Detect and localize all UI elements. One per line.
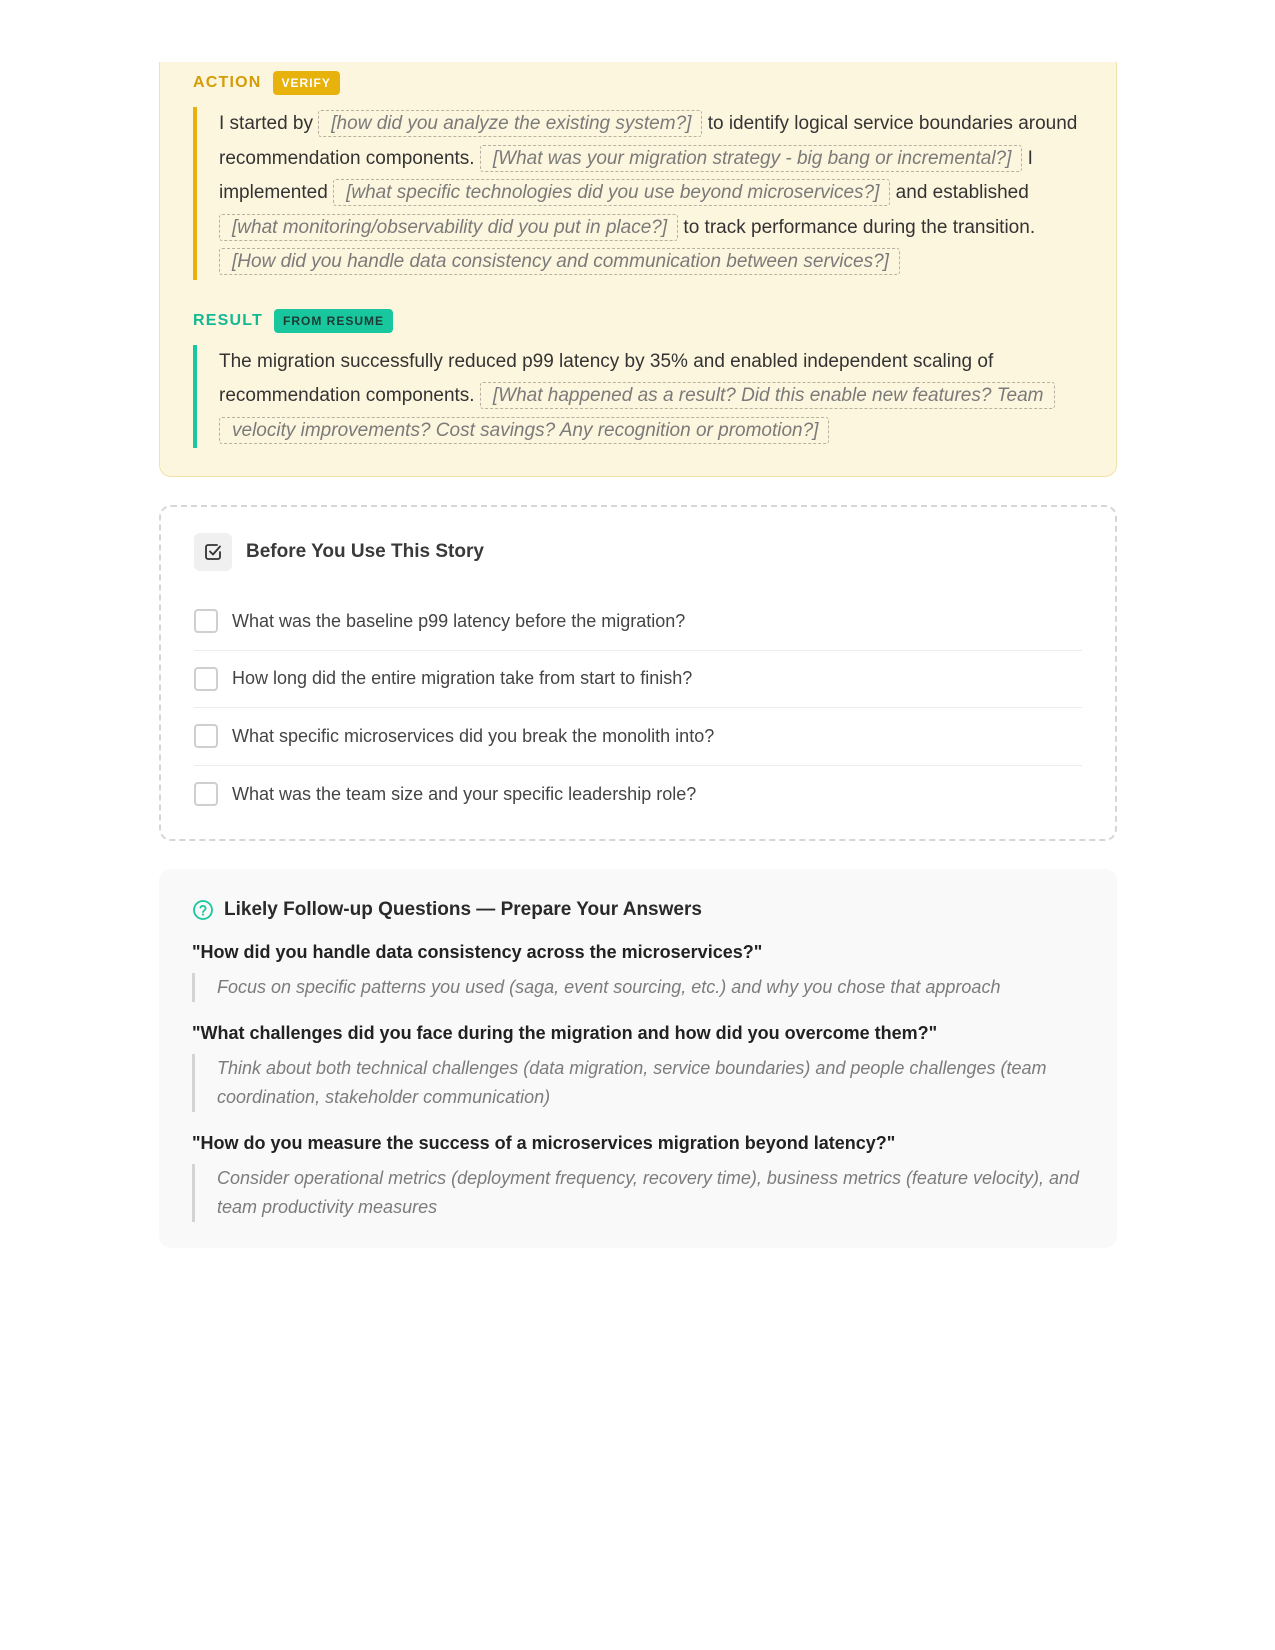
story-content xyxy=(159,62,1117,1248)
follow-up-header xyxy=(192,899,1084,921)
follow-up-item xyxy=(192,941,1084,1002)
checklist-item[interactable] xyxy=(194,708,1082,766)
follow-up-item xyxy=(192,1132,1084,1222)
checklist-items xyxy=(194,593,1082,823)
story-text: and established xyxy=(890,182,1029,203)
checklist-item-label: How long did the entire migration take from start to finish? xyxy=(232,668,693,689)
story-text: I implemented xyxy=(219,147,1033,203)
follow-up-hint: Focus on specific patterns you used (saga, event sourcing, etc.) and why you chose that approach xyxy=(192,973,1084,1002)
pre-use-checklist xyxy=(159,505,1117,841)
checklist-title: Before You Use This Story xyxy=(246,541,484,562)
placeholder-prompt: [how did you analyze the existing system?] xyxy=(318,110,702,137)
result-label: RESULT xyxy=(193,311,264,329)
checkbox-square-icon xyxy=(194,533,232,571)
checklist-item-label: What specific microservices did you break the monolith into? xyxy=(232,725,715,746)
checkbox[interactable] xyxy=(194,782,218,806)
follow-up-hint: Think about both technical challenges (data migration, service boundaries) and people challenges (team coordination, stakeholder communication) xyxy=(192,1054,1084,1112)
checklist-item-label: What was the team size and your specific leadership role? xyxy=(232,783,697,804)
story-text: The migration successfully reduced p99 latency by 35% and enabled independent scaling of recommendation components. xyxy=(219,350,994,406)
placeholder-prompt: [what monitoring/observability did you put in place?] xyxy=(219,214,678,241)
checklist-item[interactable] xyxy=(194,766,1082,824)
checklist-header xyxy=(194,533,1082,571)
story-card xyxy=(159,62,1117,477)
result-section xyxy=(193,308,1083,449)
follow-up-item xyxy=(192,1022,1084,1112)
checklist-item[interactable] xyxy=(194,651,1082,709)
story-text: to identify logical service boundaries around recommendation components. xyxy=(219,113,1078,169)
follow-up-question: "What challenges did you face during the migration and how did you overcome them?" xyxy=(192,1023,938,1043)
story-text: to track performance during the transition. xyxy=(678,216,1036,238)
action-header xyxy=(193,70,1083,96)
follow-up-question: "How do you measure the success of a microservices migration beyond latency?" xyxy=(192,1133,896,1153)
from-resume-badge: FROM RESUME xyxy=(274,309,393,333)
result-header xyxy=(193,308,1083,334)
follow-up-question: "How did you handle data consistency across the microservices?" xyxy=(192,942,763,962)
follow-up-questions xyxy=(159,869,1117,1248)
placeholder-prompt: [How did you handle data consistency and communication between services?] xyxy=(219,248,900,275)
checkbox[interactable] xyxy=(194,609,218,633)
action-text xyxy=(193,107,1083,280)
action-label: ACTION xyxy=(193,74,262,91)
checklist-item-label: What was the baseline p99 latency before the migration? xyxy=(232,610,686,631)
verify-badge: VERIFY xyxy=(273,71,340,95)
checkbox[interactable] xyxy=(194,724,218,748)
placeholder-prompt: [What was your migration strategy - big bang or incremental?] xyxy=(480,145,1023,172)
follow-up-hint: Consider operational metrics (deployment frequency, recovery time), business metrics (feature velocity), and team productivity measures xyxy=(192,1164,1084,1222)
result-text xyxy=(193,345,1083,449)
story-text: I started by xyxy=(219,113,319,134)
checklist-item[interactable] xyxy=(194,593,1082,651)
follow-up-title: Likely Follow-up Questions — Prepare Your Answers xyxy=(224,899,702,920)
checkbox[interactable] xyxy=(194,667,218,691)
placeholder-prompt: [What happened as a result? Did this enable new features? Team velocity improvements? Cost savings? Any recognition or promotion?] xyxy=(219,382,1055,444)
placeholder-prompt: [what specific technologies did you use beyond microservices?] xyxy=(333,179,890,206)
question-circle-icon xyxy=(192,899,214,921)
